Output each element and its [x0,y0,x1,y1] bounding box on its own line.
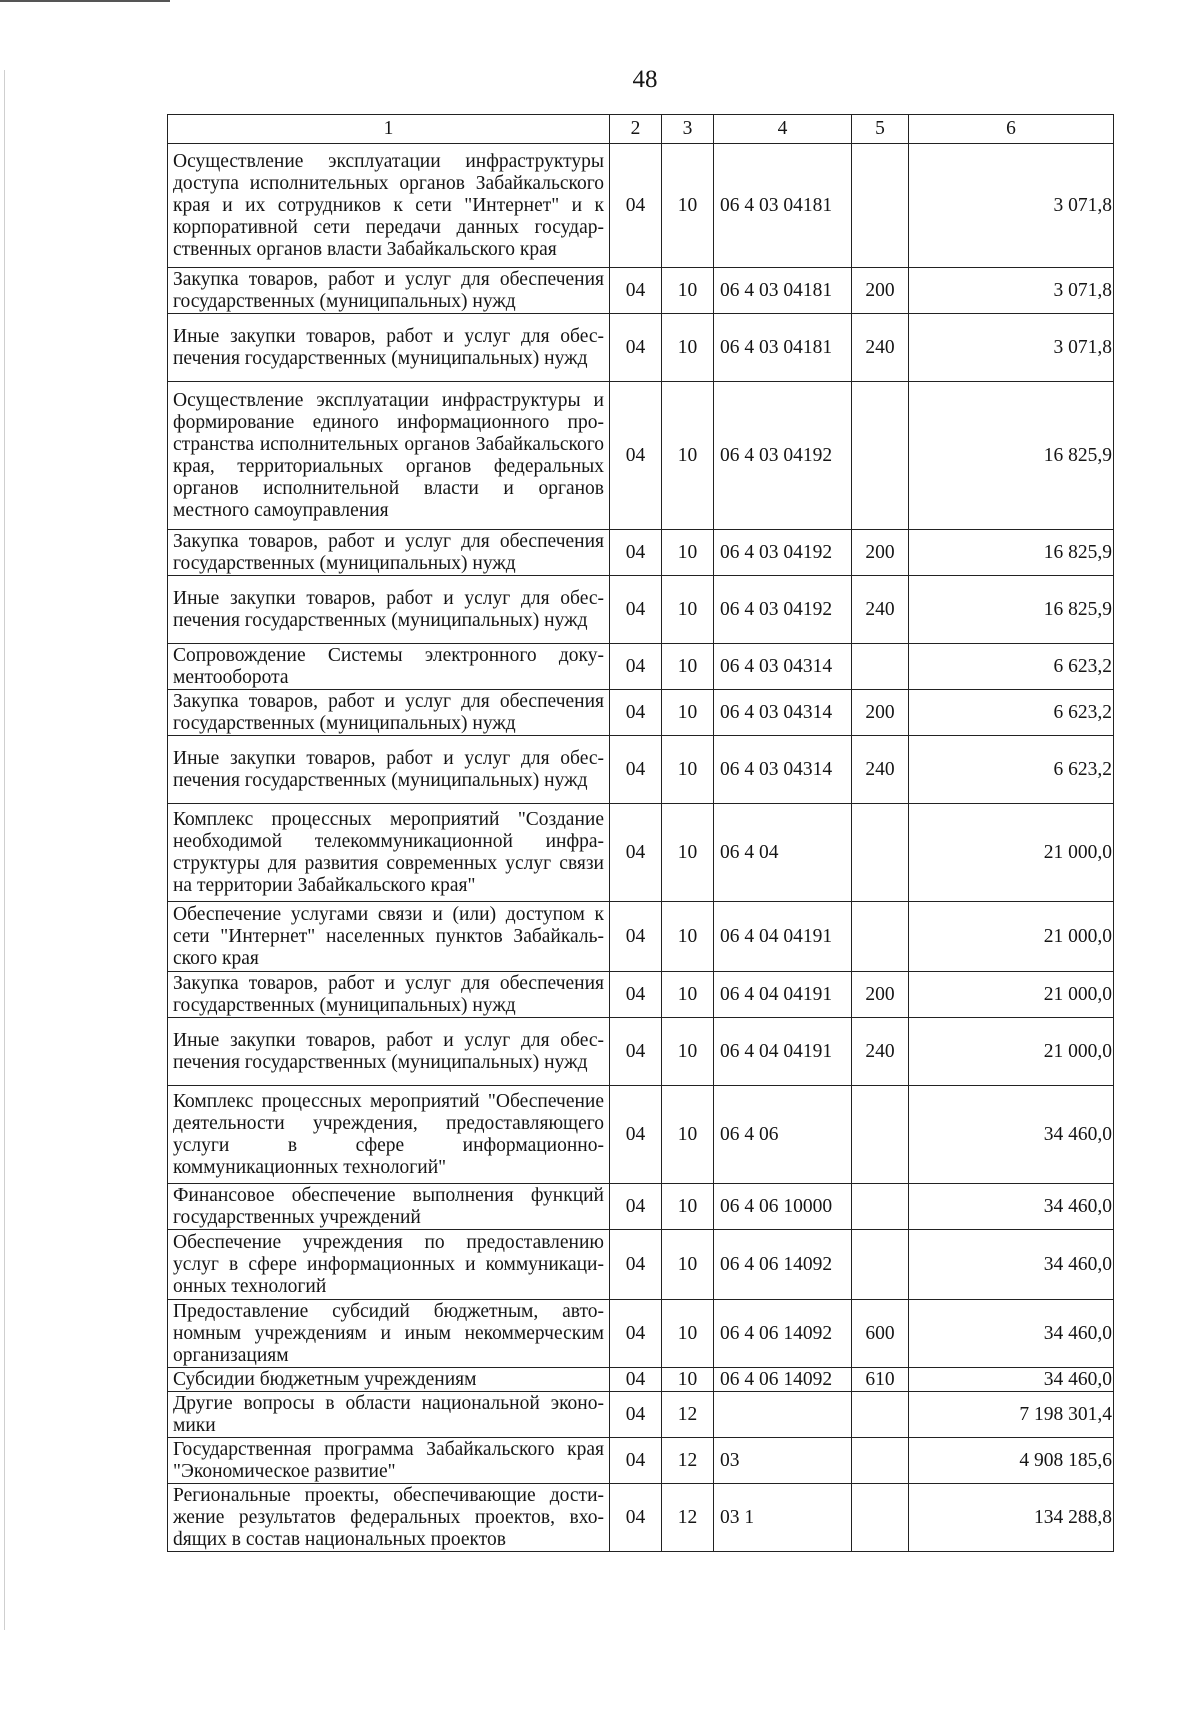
table-row [168,1392,1114,1438]
row-target-article: 06 4 06 10000 [714,1184,852,1230]
row-section-code: 04 [610,902,662,972]
row-description: Иные закупки товаров, работ и услуг для обеспечения государственных (муниципальных) нужд [168,736,610,804]
row-description: Другие вопросы в области национальной экономики [168,1392,610,1438]
budget-table-body [168,115,1114,1552]
row-amount: 6 623,2 [909,690,1114,736]
row-section-code: 04 [610,1184,662,1230]
row-expense-type [852,644,909,690]
row-subsection-code: 10 [662,972,714,1018]
row-subsection-code: 12 [662,1438,714,1484]
row-section-code: 04 [610,268,662,314]
row-expense-type [852,804,909,902]
row-description: Иные закупки товаров, работ и услуг для обеспечения государственных (муниципальных) нужд [168,314,610,382]
row-section-code: 04 [610,382,662,530]
header-col-2: 2 [610,115,662,144]
table-row [168,144,1114,268]
header-col-5: 5 [852,115,909,144]
row-section-code: 04 [610,576,662,644]
row-section-code: 04 [610,644,662,690]
row-description: Закупка товаров, работ и услуг для обеспечения государственных (муниципальных) нужд [168,530,610,576]
row-subsection-code: 10 [662,736,714,804]
row-subsection-code: 10 [662,804,714,902]
row-description: Закупка товаров, работ и услуг для обеспечения государственных (муниципальных) нужд [168,268,610,314]
row-section-code: 04 [610,1300,662,1368]
row-description: Осуществление эксплуатации инфраструктуры и формирование единого информационного пространства исполнительных органов Забайкальского края, территориальных органов федеральных органов исполнительной власти и органов местного самоуправления [168,382,610,530]
row-amount: 3 071,8 [909,144,1114,268]
table-row [168,804,1114,902]
scan-edge-top [0,0,170,2]
table-row [168,1300,1114,1368]
row-description: Сопровождение Системы электронного документооборота [168,644,610,690]
row-subsection-code: 10 [662,268,714,314]
row-expense-type [852,382,909,530]
row-description: Осуществление эксплуатации инфраструктуры доступа исполнительных органов Забайкальского края и их сотрудников к сети "Интернет" и к корпоративной сети передачи данных государственных органов власти Забайкальского края [168,144,610,268]
row-description: Предоставление субсидий бюджетным, автономным учреждениям и иным некоммерческим организациям [168,1300,610,1368]
table-row [168,576,1114,644]
row-expense-type: 600 [852,1300,909,1368]
row-section-code: 04 [610,1438,662,1484]
row-expense-type [852,1230,909,1300]
row-description: Комплекс процессных мероприятий "Обеспечение деятельности учреждения, предоставляющего услуги в сфере информационно-коммуникационных технологий" [168,1086,610,1184]
row-section-code: 04 [610,736,662,804]
table-row [168,1368,1114,1392]
row-description: Государственная программа Забайкальского края "Экономическое развитие" [168,1438,610,1484]
row-description: Обеспечение услугами связи и (или) доступом к сети "Интернет" населенных пунктов Забайкальского края [168,902,610,972]
row-target-article: 06 4 04 04191 [714,972,852,1018]
row-expense-type [852,902,909,972]
table-row [168,314,1114,382]
row-subsection-code: 10 [662,576,714,644]
row-section-code: 04 [610,1230,662,1300]
row-amount: 7 198 301,4 [909,1392,1114,1438]
header-col-4: 4 [714,115,852,144]
budget-table [167,114,1114,1552]
row-description: Иные закупки товаров, работ и услуг для обеспечения государственных (муниципальных) нужд [168,1018,610,1086]
row-description: Комплекс процессных мероприятий "Создание необходимой телекоммуникационной инфраструктуры для развития современных услуг связи на территории Забайкальского края" [168,804,610,902]
row-target-article: 06 4 03 04181 [714,268,852,314]
row-target-article: 06 4 03 04192 [714,530,852,576]
row-expense-type: 200 [852,530,909,576]
row-target-article: 06 4 03 04192 [714,382,852,530]
row-amount: 134 288,8 [909,1484,1114,1552]
row-expense-type [852,1392,909,1438]
row-amount: 6 623,2 [909,644,1114,690]
table-row [168,1438,1114,1484]
row-section-code: 04 [610,1086,662,1184]
row-expense-type: 610 [852,1368,909,1392]
row-amount: 16 825,9 [909,382,1114,530]
row-amount: 21 000,0 [909,804,1114,902]
row-description: Иные закупки товаров, работ и услуг для обеспечения государственных (муниципальных) нужд [168,576,610,644]
row-section-code: 04 [610,1484,662,1552]
row-section-code: 04 [610,314,662,382]
row-expense-type: 240 [852,736,909,804]
row-amount: 21 000,0 [909,972,1114,1018]
row-section-code: 04 [610,144,662,268]
row-section-code: 04 [610,1392,662,1438]
row-expense-type: 240 [852,576,909,644]
table-row [168,268,1114,314]
row-amount: 34 460,0 [909,1368,1114,1392]
row-target-article: 06 4 03 04314 [714,736,852,804]
row-section-code: 04 [610,804,662,902]
row-target-article: 06 4 03 04181 [714,314,852,382]
row-expense-type: 200 [852,690,909,736]
table-row [168,530,1114,576]
row-amount: 3 071,8 [909,268,1114,314]
row-description: Финансовое обеспечение выполнения функций государственных учреждений [168,1184,610,1230]
row-expense-type [852,1484,909,1552]
page-number: 48 [632,66,658,93]
row-description: Закупка товаров, работ и услуг для обеспечения государственных (муниципальных) нужд [168,972,610,1018]
row-expense-type: 240 [852,1018,909,1086]
row-target-article: 03 1 [714,1484,852,1552]
row-amount: 16 825,9 [909,530,1114,576]
table-row [168,1018,1114,1086]
row-description: Обеспечение учреждения по предоставлению услуг в сфере информационных и коммуникационных технологий [168,1230,610,1300]
row-amount: 6 623,2 [909,736,1114,804]
row-amount: 21 000,0 [909,902,1114,972]
row-section-code: 04 [610,690,662,736]
table-row [168,736,1114,804]
row-subsection-code: 10 [662,144,714,268]
row-subsection-code: 10 [662,1086,714,1184]
row-section-code: 04 [610,1368,662,1392]
row-amount: 4 908 185,6 [909,1438,1114,1484]
table-row [168,972,1114,1018]
scan-edge-left [4,70,5,1630]
row-expense-type [852,144,909,268]
row-section-code: 04 [610,972,662,1018]
row-target-article: 06 4 04 [714,804,852,902]
header-col-6: 6 [909,115,1114,144]
table-row [168,1184,1114,1230]
row-target-article [714,1392,852,1438]
row-expense-type: 200 [852,972,909,1018]
row-expense-type [852,1438,909,1484]
row-amount: 21 000,0 [909,1018,1114,1086]
row-target-article: 06 4 03 04181 [714,144,852,268]
row-amount: 34 460,0 [909,1184,1114,1230]
row-subsection-code: 10 [662,1184,714,1230]
row-subsection-code: 12 [662,1392,714,1438]
row-subsection-code: 10 [662,1368,714,1392]
table-row [168,1230,1114,1300]
row-target-article: 03 [714,1438,852,1484]
row-amount: 16 825,9 [909,576,1114,644]
row-target-article: 06 4 06 14092 [714,1230,852,1300]
row-subsection-code: 12 [662,1484,714,1552]
row-subsection-code: 10 [662,314,714,382]
row-description: Субсидии бюджетным учреждениям [168,1368,610,1392]
header-col-1: 1 [168,115,610,144]
row-expense-type: 240 [852,314,909,382]
row-section-code: 04 [610,530,662,576]
row-subsection-code: 10 [662,530,714,576]
header-col-3: 3 [662,115,714,144]
row-target-article: 06 4 06 [714,1086,852,1184]
row-target-article: 06 4 04 04191 [714,1018,852,1086]
row-description: Региональные проекты, обеспечивающие достижение результатов федеральных проектов, вхоdящих в состав национальных проектов [168,1484,610,1552]
row-subsection-code: 10 [662,902,714,972]
row-expense-type [852,1086,909,1184]
row-target-article: 06 4 04 04191 [714,902,852,972]
table-row [168,1484,1114,1552]
row-subsection-code: 10 [662,1018,714,1086]
row-target-article: 06 4 06 14092 [714,1368,852,1392]
row-section-code: 04 [610,1018,662,1086]
row-amount: 34 460,0 [909,1300,1114,1368]
table-header-row [168,115,1114,144]
row-subsection-code: 10 [662,382,714,530]
table-row [168,382,1114,530]
row-target-article: 06 4 06 14092 [714,1300,852,1368]
row-subsection-code: 10 [662,1300,714,1368]
row-expense-type: 200 [852,268,909,314]
table-row [168,644,1114,690]
row-amount: 34 460,0 [909,1230,1114,1300]
row-amount: 3 071,8 [909,314,1114,382]
table-row [168,1086,1114,1184]
row-target-article: 06 4 03 04192 [714,576,852,644]
table-row [168,690,1114,736]
row-subsection-code: 10 [662,644,714,690]
row-target-article: 06 4 03 04314 [714,644,852,690]
row-description: Закупка товаров, работ и услуг для обеспечения государственных (муниципальных) нужд [168,690,610,736]
table-row [168,902,1114,972]
row-subsection-code: 10 [662,690,714,736]
row-amount: 34 460,0 [909,1086,1114,1184]
row-subsection-code: 10 [662,1230,714,1300]
row-expense-type [852,1184,909,1230]
row-target-article: 06 4 03 04314 [714,690,852,736]
